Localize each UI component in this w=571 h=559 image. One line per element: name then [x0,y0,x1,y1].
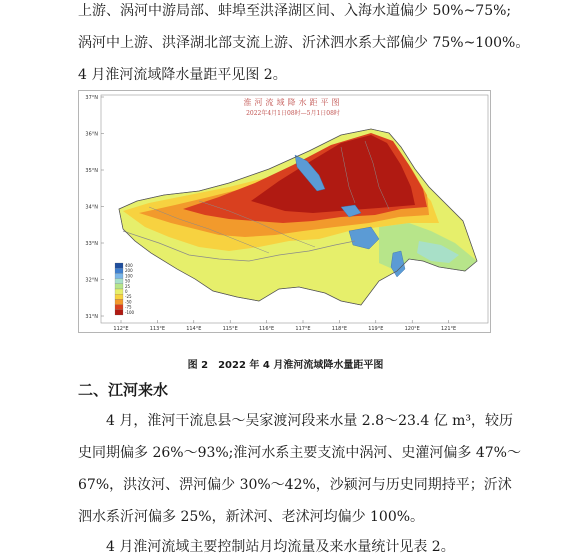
lat-tick-label: 35°N [85,168,98,174]
intro-line-2: 涡河中上游、洪泽湖北部支流上游、沂沭泗水系大部偏少 75%~100%。 [78,35,530,51]
lat-tick-label: 32°N [85,277,98,284]
legend-swatch [115,289,123,294]
legend-label: -75 [125,304,132,310]
lon-tick-label: 118°E [331,326,348,332]
lon-tick-label: 116°E [258,326,275,332]
legend-swatch [115,284,123,289]
legend-label: 100 [125,273,133,279]
legend-swatch [115,273,123,278]
lon-tick-label: 112°E [113,326,129,332]
paragraph-line-1: 4 月，淮河干流息县～吴家渡河段来水量 2.8～23.4 亿 m³，较历 [106,413,514,429]
lon-tick-label: 115°E [222,326,238,332]
lat-tick-label: 36°N [85,131,98,138]
lat-tick-label: 34°N [85,204,98,211]
legend-swatch [115,294,123,299]
lon-tick-label: 120°E [404,326,420,332]
legend-label: 400 [125,263,133,268]
legend-label: -100 [125,309,135,315]
paragraph-line-4: 泗水系沂河偏多 25%，新沭河、老沭河均偏少 100%。 [78,509,425,525]
intro-line-3: 4 月淮河流域降水量距平见图 2。 [78,67,287,83]
paragraph-last-line: 4 月淮河流域主要控制站月均流量及来水量统计见表 2。 [106,539,455,555]
intro-line-1: 上游、涡河中游局部、蚌埠至洪泽湖区间、入海水道偏少 50%~75%; [78,3,512,19]
lon-tick-label: 117°E [295,326,311,332]
lat-tick-label: 33°N [85,241,98,247]
legend-swatch [115,268,123,273]
legend-swatch [115,279,123,284]
figure-caption: 图 2 2022 年 4 月淮河流域降水量距平图 [187,360,384,371]
legend-label: -25 [125,294,132,300]
paragraph-line-2: 史同期偏多 26%～93%;淮河水系主要支流中涡河、史灌河偏多 47%～ [78,445,521,461]
legend-label: 0 [125,289,128,294]
lon-tick-label: 121°E [440,326,457,332]
precipitation-anomaly-map-figure [78,90,491,333]
legend-swatch [115,263,123,268]
section-heading: 二、江河来水 [78,381,169,399]
paragraph-line-3: 67%，洪汝河、淠河偏少 30%～42%，沙颍河与历史同期持平；沂沭 [78,477,512,493]
map-subtitle: 2022年4月1日08时—5月1日08时 [246,110,340,117]
legend-label: 25 [125,283,131,289]
legend-swatch [115,299,123,304]
legend-label: 50 [125,278,131,284]
legend-swatch [115,310,123,315]
legend-label: -50 [125,299,132,305]
lon-tick-label: 119°E [368,326,384,332]
map-title: 淮河流域降水距平图 [243,98,343,107]
lat-tick-label: 37°N [85,95,98,101]
lon-tick-label: 113°E [149,326,166,332]
lat-tick-label: 31°N [85,314,98,320]
precipitation-anomaly-map [79,91,490,332]
legend-label: 200 [125,268,133,274]
legend-swatch [115,305,123,310]
lon-tick-label: 114°E [186,326,202,332]
